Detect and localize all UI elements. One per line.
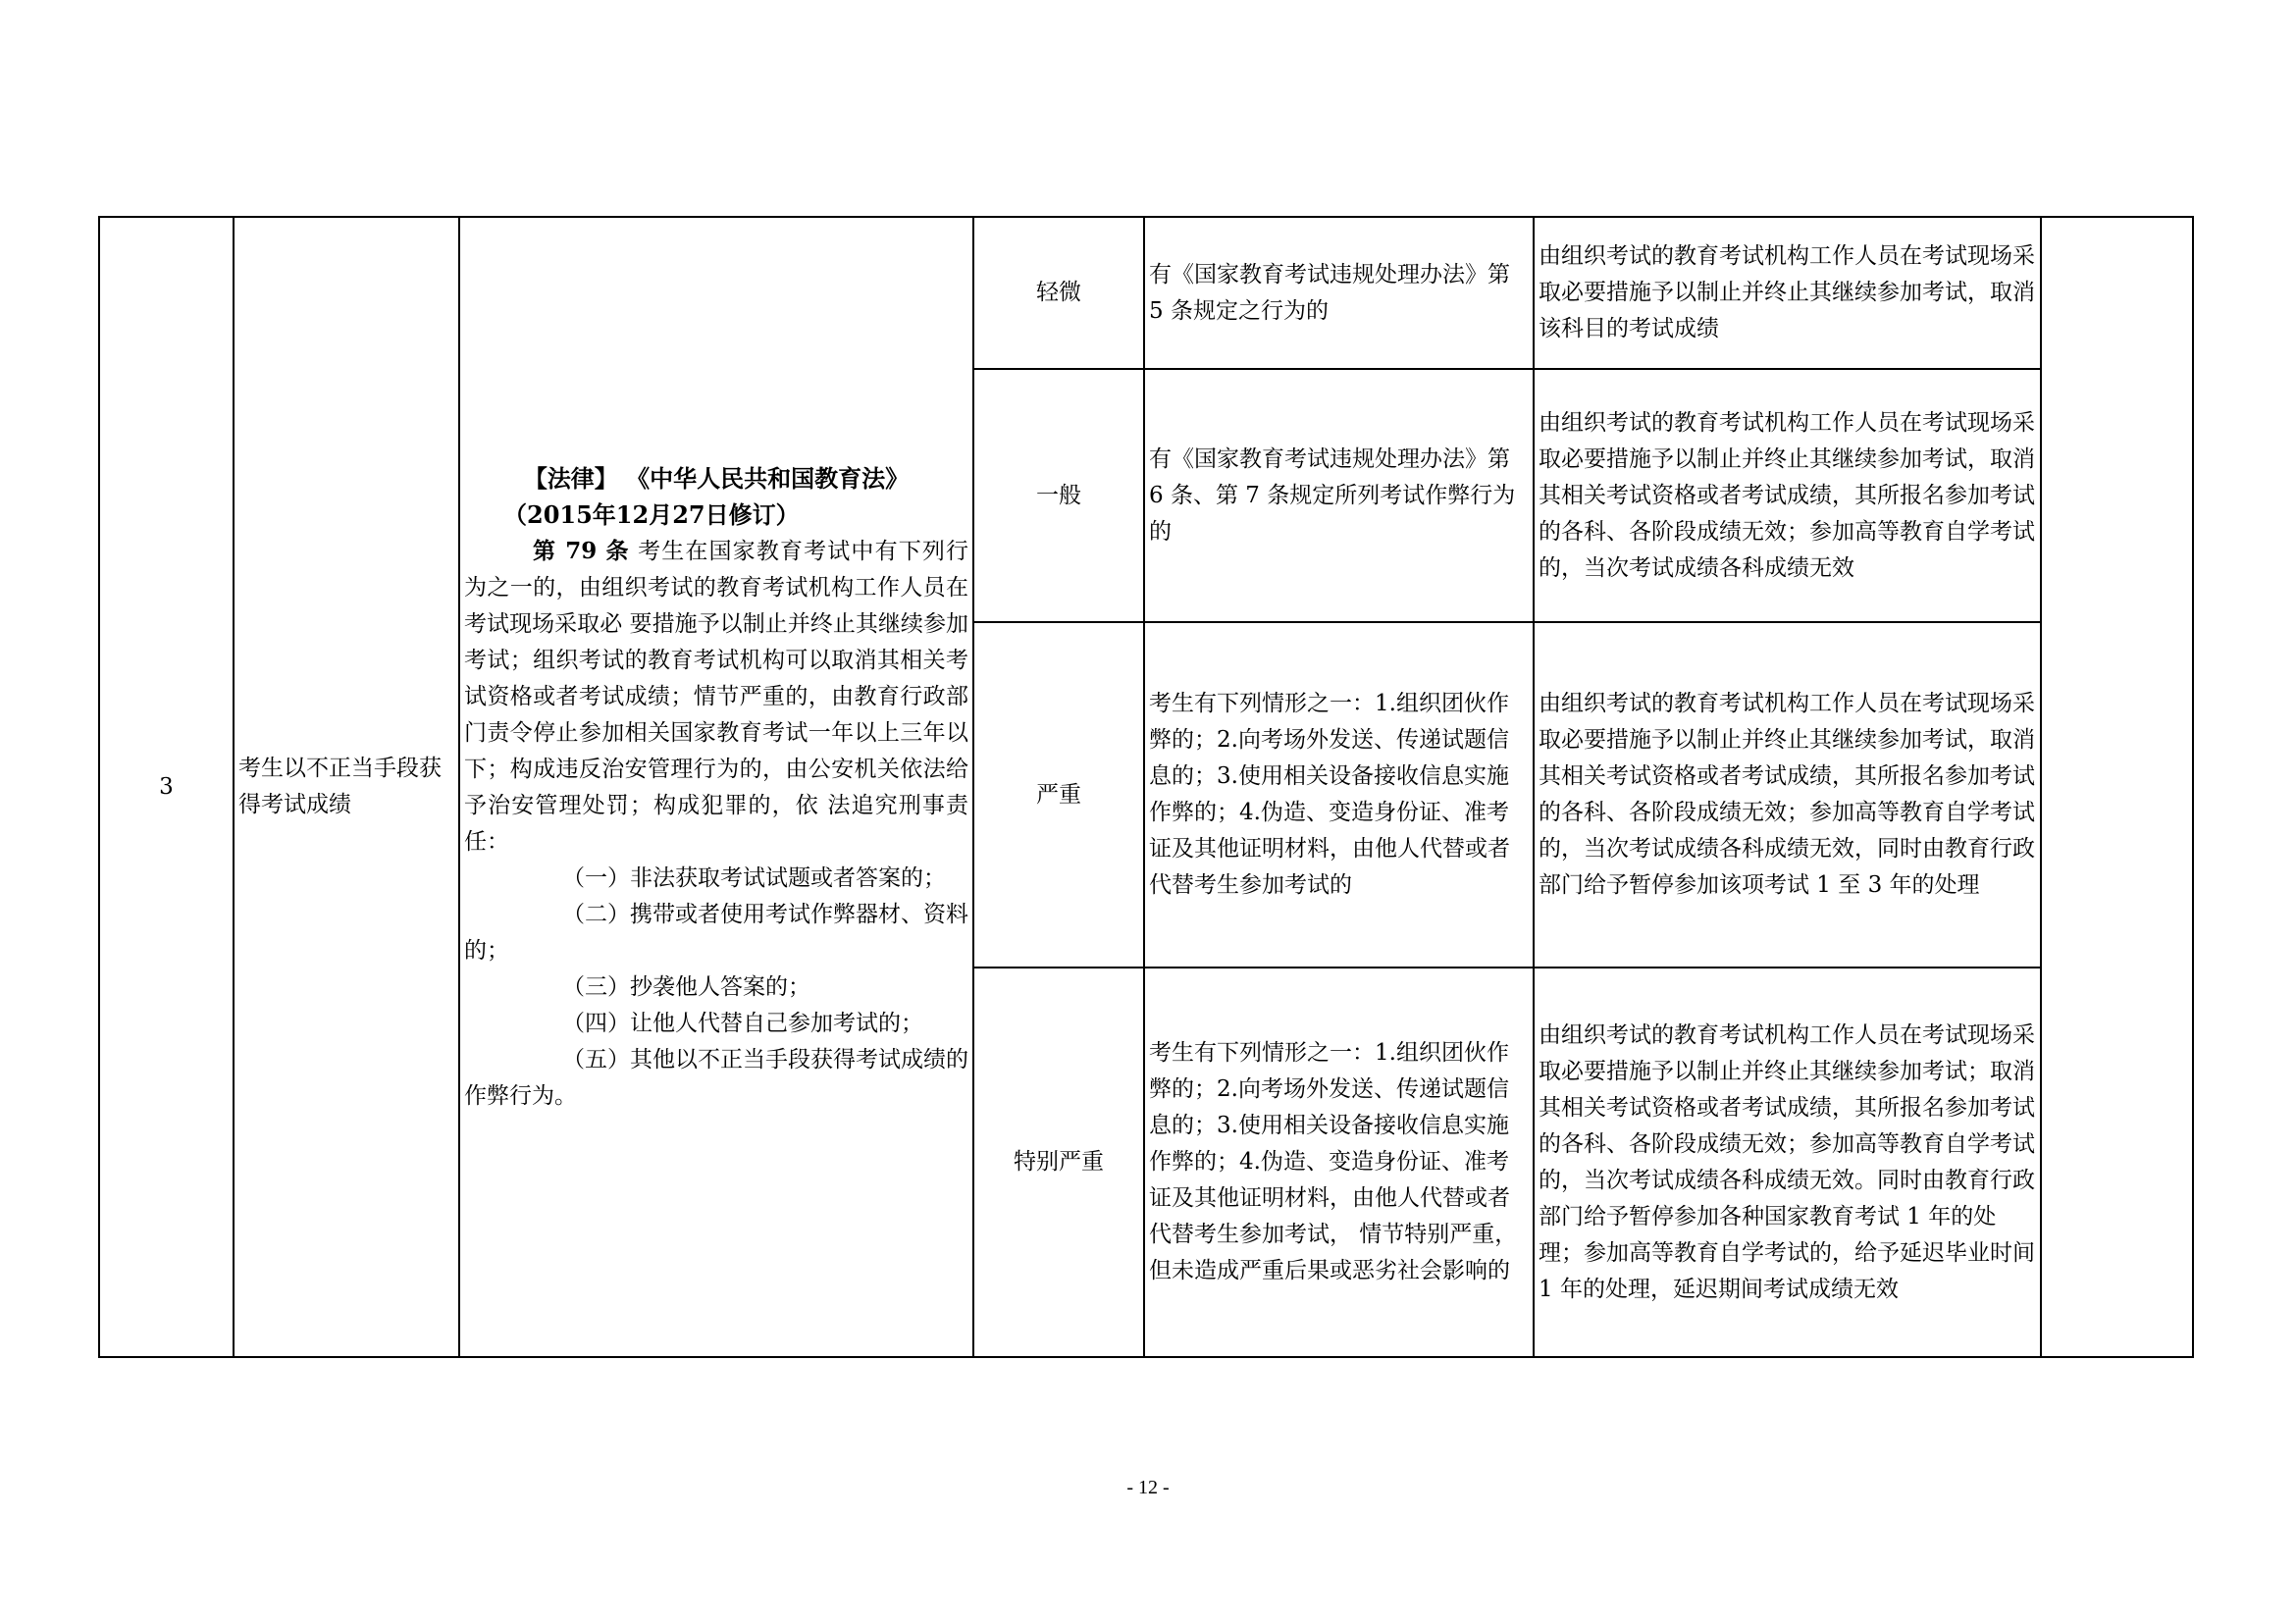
law-tag: 【法律】 [523,463,618,493]
table-row [99,217,2193,369]
law-heading [464,460,968,497]
article-paragraph [464,533,968,861]
penalty-minor: 由组织考试的教育考试机构工作人员在考试现场采取必要措施予以制止并终止其继续参加考试，取消该科目的考试成绩 [1534,217,2041,369]
penalty-very-serious: 由组织考试的教育考试机构工作人员在考试现场采取必要措施予以制止并终止其继续参加考试；取消其相关考试资格或者考试成绩，其所报名参加考试的各科、各阶段成绩无效；参加高等教育自学考试的，当次考试成绩各科成绩无效。同时由教育行政部门给予暂停参加各种国家教育考试 1 年的处理；参加高等教育自学考试的，给予延迟毕业时间 1 年的处理，延迟期间考试成绩无效 [1534,968,2041,1357]
category-cell: 考生以不正当手段获得考试成绩 [234,217,459,1357]
level-general: 一般 [973,369,1144,622]
situation-serious: 考生有下列情形之一：1.组织团伙作弊的；2.向考场外发送、传递试题信息的；3.使用相关设备接收信息实施作弊的；4.伪造、变造身份证、准考证及其他证明材料，由他人代替或者代替考生参加考试的 [1144,622,1534,968]
law-item-1: （一）非法获取考试试题或者答案的； [562,864,946,891]
article-label: 第 79 条 [533,537,630,564]
penalty-standards-table [98,216,2194,1358]
note-cell [2041,217,2193,1357]
situation-minor: 有《国家教育考试违规处理办法》第 5 条规定之行为的 [1144,217,1534,369]
law-title: 《中华人民共和国教育法》 [626,463,910,493]
level-serious: 严重 [973,622,1144,968]
law-item-4: （四）让他人代替自己参加考试的； [562,1010,923,1036]
penalty-serious: 由组织考试的教育考试机构工作人员在考试现场采取必要措施予以制止并终止其继续参加考试，取消其相关考试资格或者考试成绩，其所报名参加考试的各科、各阶段成绩无效；参加高等教育自学考试的，当次考试成绩各科成绩无效，同时由教育行政部门给予暂停参加该项考试 1 至 3 年的处理 [1534,622,2041,968]
law-item-5: （五）其他以不正当手段获得考试成绩的作弊行为。 [464,1046,968,1109]
law-date: （2015年12月27日修订） [503,499,800,529]
row-number: 3 [99,217,234,1357]
legal-basis-cell [459,217,973,1357]
page-number: - 12 - [1126,1477,1170,1498]
level-minor: 轻微 [973,217,1144,369]
situation-very-serious: 考生有下列情形之一：1.组织团伙作弊的；2.向考场外发送、传递试题信息的；3.使用相关设备接收信息实施作弊的；4.伪造、变造身份证、准考证及其他证明材料，由他人代替或者代替考生参加考试， 情节特别严重，但未造成严重后果或恶劣社会影响的 [1144,968,1534,1357]
law-item-2: （二）携带或者使用考试作弊器材、资料的； [464,901,968,964]
level-very-serious: 特别严重 [973,968,1144,1357]
penalty-general: 由组织考试的教育考试机构工作人员在考试现场采取必要措施予以制止并终止其继续参加考试，取消其相关考试资格或者考试成绩，其所报名参加考试的各科、各阶段成绩无效；参加高等教育自学考试的，当次考试成绩各科成绩无效 [1534,369,2041,622]
situation-general: 有《国家教育考试违规处理办法》第 6 条、第 7 条规定所列考试作弊行为的 [1144,369,1534,622]
article-text: 考生在国家教育考试中有下列行为之一的，由组织考试的教育考试机构工作人员在考试现场采取必 要措施予以制止并终止其继续参加考试；组织考试的教育考试机构可以取消其相关考试资格或者考试成绩；情节严重的，由教育行政部门责令停止参加相关国家教育考试一年以上三年以下；构成违反治安管理行为的，由公安机关依法给予治安管理处罚；构成犯罪的，依 法追究刑事责任： [464,538,969,855]
law-item-3: （三）抄袭他人答案的； [562,973,810,1000]
